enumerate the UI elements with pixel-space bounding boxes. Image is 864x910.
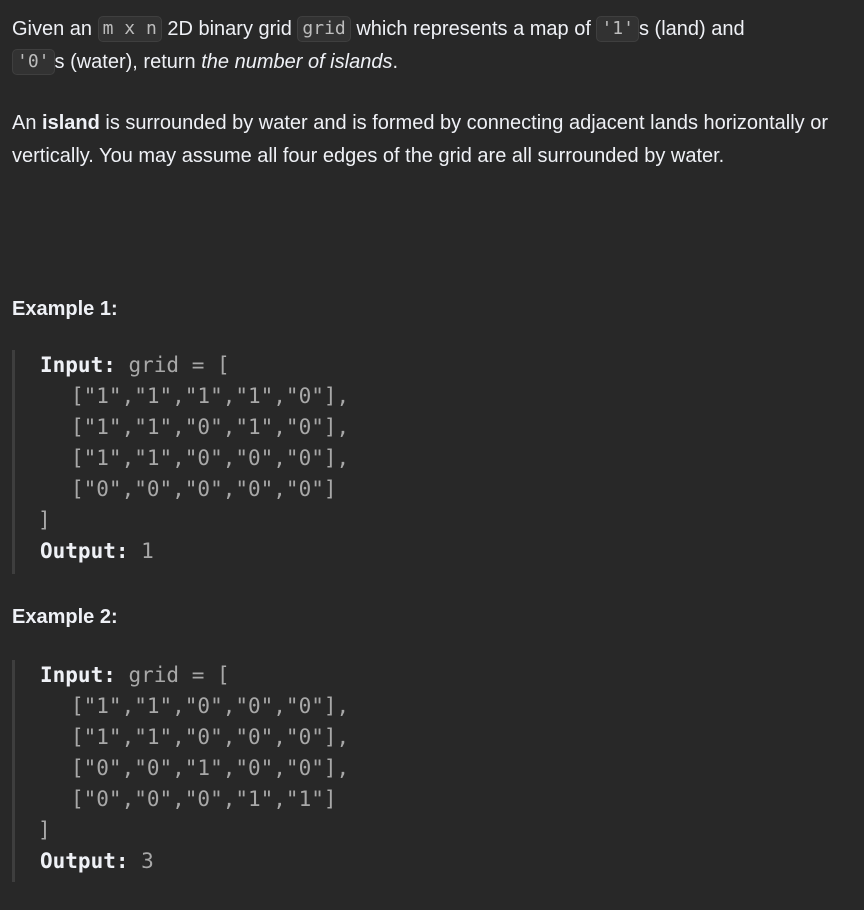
grid-row: ["1","1","0","0","0"],: [71, 694, 350, 718]
output-label: Output:: [40, 539, 129, 563]
closing-bracket: ]: [38, 508, 51, 532]
inline-code-land: '1': [596, 16, 639, 42]
input-label: Input:: [40, 663, 116, 687]
closing-bracket: ]: [38, 818, 51, 842]
grid-row: ["1","1","0","0","0"],: [71, 725, 350, 749]
definition-text: An: [12, 112, 43, 134]
input-head: grid = [: [115, 663, 230, 687]
input-line: [40, 660, 640, 691]
intro-text: 2D binary grid: [161, 18, 298, 40]
output-line: [40, 536, 640, 567]
output-label: Output:: [40, 849, 129, 873]
grid-row: ["1","1","0","1","0"],: [71, 415, 350, 439]
grid-row: ["0","0","1","0","0"],: [71, 756, 350, 780]
grid-row: ["1","1","0","0","0"],: [71, 446, 350, 470]
intro-paragraph: [12, 13, 840, 79]
grid-row: ["0","0","0","0","0"]: [71, 477, 337, 501]
example-2-block: [12, 660, 640, 882]
inline-code-water: '0': [12, 49, 55, 75]
intro-text: Given an: [12, 18, 98, 40]
definition-text: is surrounded by water and is formed by connecting adjacent lands horizontally or vertically. You may assume all four edges of the grid are all surrounded by water.: [12, 112, 829, 167]
input-label: Input:: [40, 353, 116, 377]
island-definition-paragraph: [12, 107, 840, 173]
output-value: 3: [128, 849, 154, 873]
intro-text: s (water), return: [54, 51, 202, 73]
example-1-title: Example 1:: [12, 298, 118, 320]
example-2-title: Example 2:: [12, 606, 118, 628]
input-line: [40, 350, 640, 381]
emphasis-text: the number of islands: [201, 51, 393, 73]
intro-text: .: [392, 51, 399, 73]
grid-row: ["1","1","1","1","0"],: [71, 384, 350, 408]
output-value: 1: [128, 539, 154, 563]
grid-row: ["0","0","0","1","1"]: [71, 787, 337, 811]
inline-code-dimensions: m x n: [98, 16, 162, 42]
output-line: [40, 846, 640, 877]
inline-code-grid: grid: [297, 16, 350, 42]
example-1-block: [12, 350, 640, 574]
input-head: grid = [: [115, 353, 230, 377]
intro-text: which represents a map of: [350, 18, 597, 40]
island-term: island: [42, 112, 100, 134]
intro-text: s (land) and: [638, 18, 745, 40]
